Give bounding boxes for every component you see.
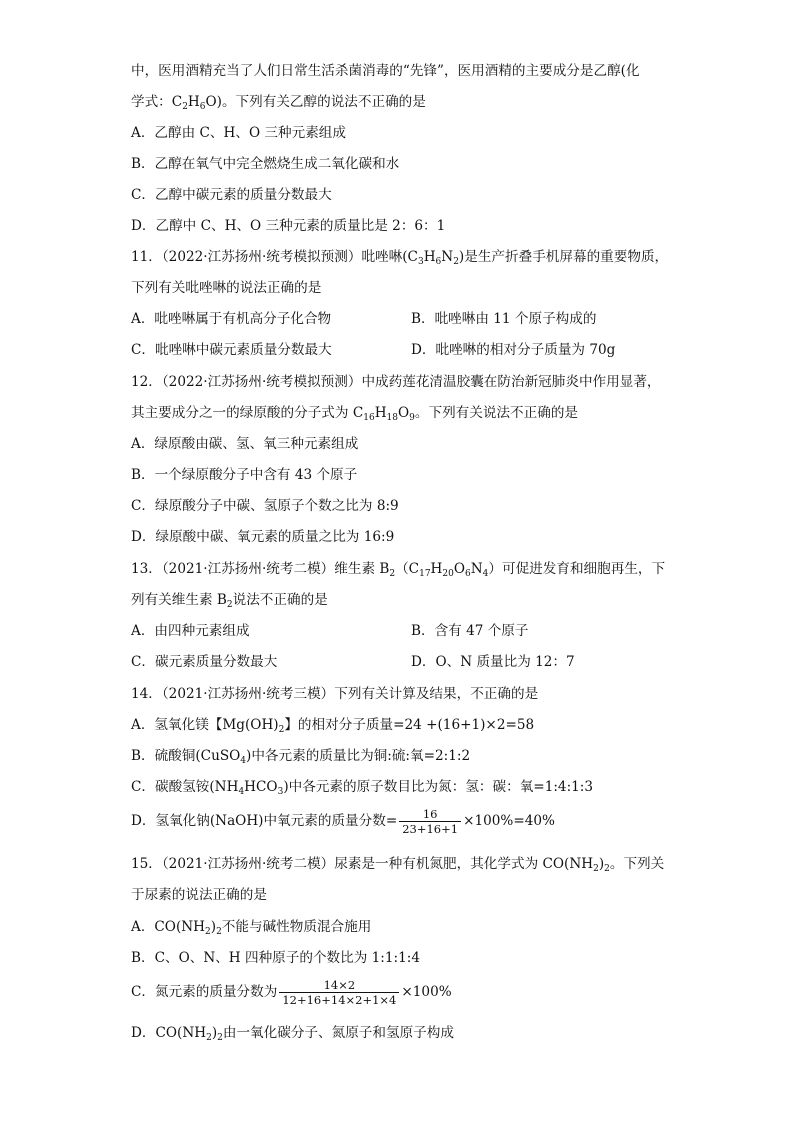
q15-fraction-denominator: 12+16+14×2+1×4 — [279, 992, 399, 1007]
q14-option-d: D．氢氧化钠(NaOH)中氧元素的质量分数= $\frac{16}{23+16+1}$ ×100%=40% — [131, 807, 555, 836]
q13-option-b: B．含有 47 个原子 — [411, 623, 529, 639]
q15-option-b: B．C、O、N、H 四种原子的个数比为 1:1:1:4 — [131, 950, 420, 966]
q13-stem-line1: 13．（2021·江苏扬州·统考二模）维生素 $B_2(C_{17}H_{20}O_6N_4)$可促进发育和细胞再生，下 — [131, 561, 666, 579]
q11-stem-line1: 11．（2022·江苏扬州·统考模拟预测）吡唑啉$(C_3H_6N_2)$是生产折叠手机屏幕的重要物质， — [131, 249, 669, 267]
q15-fraction-numerator: 14×2 — [323, 978, 356, 992]
q14-option-a: A．氢氧化镁【$Mg(OH)_2$】的相对分子质量=24 +(16+1)×2=58 — [131, 717, 535, 735]
q11-option-c: C．吡唑啉中碳元素质量分数最大 — [131, 342, 332, 358]
q13-option-a: A．由四种元素组成 — [131, 623, 250, 639]
q10-option-b: B．乙醇在氧气中完全燃烧生成二氧化碳和水 — [131, 156, 400, 172]
q13-option-c: C．碳元素质量分数最大 — [131, 654, 278, 670]
q12-option-c: C．绿原酸分子中碳、氢原子个数之比为 8:9 — [131, 498, 399, 514]
q11-stem-line2: 下列有关吡唑啉的说法正确的是 — [131, 280, 322, 296]
q12-stem-line1: 12．（2022·江苏扬州·统考模拟预测）中成药莲花清温胶囊在防治新冠肺炎中作用显著， — [131, 374, 661, 390]
q14-stem: 14．（2021·江苏扬州·统考三模）下列有关计算及结果，不正确的是 — [131, 686, 539, 702]
q14-fraction-denominator: 23+16+1 — [399, 821, 461, 836]
q10-stem-line2: 学式：$C_2H_6O$)。下列有关乙醇的说法不正确的是 — [131, 94, 426, 112]
q14-fraction-numerator: 16 — [422, 807, 438, 821]
q12-option-d: D．绿原酸中碳、氧元素的质量之比为 16:9 — [131, 529, 395, 545]
q13-stem-line2: 列有关维生素 $B_2$说法不正确的是 — [131, 592, 328, 610]
q12-stem-line2: 其主要成分之一的绿原酸的分子式为 $C_{16}H_{18}O_9$。下列有关说法不正确的是 — [131, 405, 579, 423]
q11-option-b: B．吡唑啉由 11 个原子构成的 — [411, 311, 597, 327]
q15-fraction — [279, 978, 399, 1007]
q11-option-d: D．吡唑啉的相对分子质量为 70g — [411, 342, 616, 358]
q12-option-b: B．一个绿原酸分子中含有 43 个原子 — [131, 467, 358, 483]
q15-stem-line2: 于尿素的说法正确的是 — [131, 887, 267, 903]
q10-stem-line1: 中，医用酒精充当了人们日常生活杀菌消毒的“先锋”，医用酒精的主要成分是乙醇(化 — [131, 63, 640, 79]
q14-fraction — [399, 807, 461, 836]
q14-option-b: B．硫酸铜(CuSO$_4$)中各元素的质量比为铜:硫:氧=2:1:2 — [131, 748, 471, 766]
q10-option-a: A．乙醇由 C、H、O 三种元素组成 — [131, 125, 346, 141]
q15-stem-line1: 15．（2021·江苏扬州·统考二模）尿素是一种有机氮肥，其化学式为 $CO(NH_2)_2$。下列关 — [131, 856, 665, 874]
q15-option-d: D．$CO(NH_2)_2$由一氧化碳分子、氮原子和氢原子构成 — [131, 1025, 454, 1043]
q15-option-a: A．$CO(NH_2)_2$不能与碱性物质混合施用 — [131, 919, 372, 937]
q14-option-c: C．碳酸氢铵$(NH_4HCO_3)$中各元素的原子数目比为氮：氢：碳：氧=1:4:1:3 — [131, 779, 594, 797]
q11-option-a: A．吡唑啉属于有机高分子化合物 — [131, 311, 332, 327]
q13-option-d: D．O、N 质量比为 12：7 — [411, 654, 575, 670]
q10-option-c: C．乙醇中碳元素的质量分数最大 — [131, 187, 332, 203]
q12-option-a: A．绿原酸由碳、氢、氧三种元素组成 — [131, 436, 359, 452]
q15-option-c: C．氮元素的质量分数为 $\frac{14\times 2}{12+16+14\times 2+1\times 4}$ ×100% — [131, 978, 452, 1007]
q10-option-d: D．乙醇中 C、H、O 三种元素的质量比是 2：6：1 — [131, 218, 446, 234]
